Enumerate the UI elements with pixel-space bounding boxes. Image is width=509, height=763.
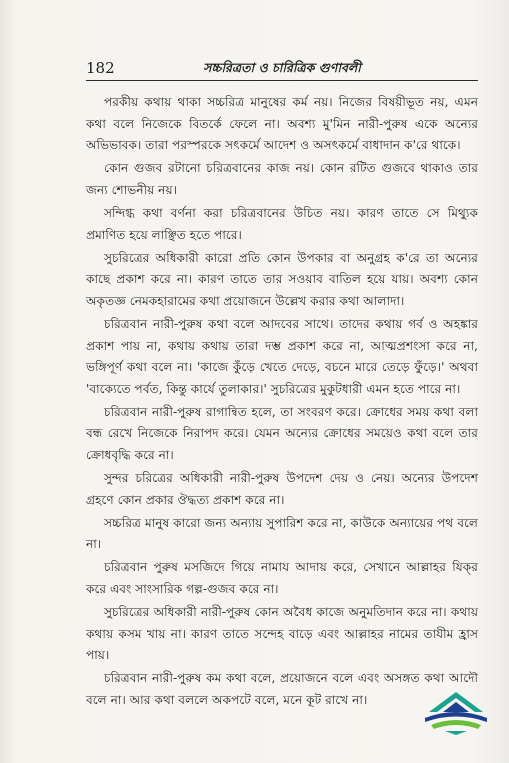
publisher-logo-icon <box>421 690 491 736</box>
page-header <box>86 58 478 81</box>
paragraph: সুচরিত্রের অধিকারী কারো প্রতি কোন উপকার বা অনুগ্রহ ক'রে তা অন্যের কাছে প্রকাশ করে না। কারণ তাতে তার সওয়াব বাতিল হয়ে যায়। অবশ্য কোন অকৃতজ্ঞ নেমকহারামের কথা প্রয়োজনে উল্লেখ করার কথা আলাদা। <box>86 250 478 308</box>
paragraph: চরিত্রবান নারী-পুরুষ কথা বলে আদবের সাথে। তাদের কথায় গর্ব ও অহঙ্কার প্রকাশ পায় না, কথায় কথায় তারা দম্ভ প্রকাশ করে না, আত্মপ্রশংসা করে না, ভঙ্গিপূর্ণ কথা বলে না। 'কাজে কুঁড়ে খেতে দেড়ে, বচনে মারে তেড়ে ফুঁড়ে।' অথবা 'বাক্যেতে পর্বত, কিন্তু কার্যে তুলাকার।' সুচরিত্রের মুকুটধারী এমন হতে পারে না। <box>86 316 478 396</box>
logo-base <box>445 731 467 735</box>
paragraph: পরকীয় কথায় থাকা সচ্চরিত্র মানুষের কর্ম নয়। নিজের বিষয়ীভূত নয়, এমন কথা বলে নিজেকে বিতর্কে ফেলে না। অবশ্য মু'মিন নারী-পুরুষ একে অন্যের অভিভাবক। তারা পরস্পরকে সৎকর্মে আদেশ ও অসৎকর্মে বাধাদান ক'রে থাকে। <box>86 95 478 153</box>
logo-wave-green <box>431 720 481 729</box>
running-title: সচ্চরিত্রতা ও চারিত্রিক গুণাবলী <box>203 60 361 75</box>
paragraph: সুচরিত্রের অধিকারী নারী-পুরুষ কোন অবৈধ কাজে অনুমতিদান করে না। কথায় কথায় কসম খায় না। কারণ তাতে সন্দেহ বাড়ে এবং আল্লাহর নামের তাযীম হ্রাস পায়। <box>86 605 478 663</box>
page-number: 182 <box>86 59 115 77</box>
paragraph: চরিত্রবান পুরুষ মসজিদে গিয়ে নামায আদায় করে, সেখানে আল্লাহর যিক্‌র করে এবং সাংসারিক গল্প-গুজব করে না। <box>86 560 478 597</box>
paragraph: কোন গুজব রটানো চরিত্রবানের কাজ নয়। কোন রটিত গুজবে থাকাও তার জন্য শোভনীয় নয়। <box>86 161 478 197</box>
paragraph: সুন্দর চরিত্রের অধিকারী নারী-পুরুষ উপদেশ দেয় ও নেয়। অন্যের উপদেশ গ্রহণে কোন প্রকার ঔদ্ধত্য প্রকাশ করে না। <box>86 471 478 507</box>
paragraph: সচ্চরিত্র মানুষ কারো জন্য অন্যায় সুপারিশ করে না, কাউকে অন্যায়ের পথ বলে না। <box>86 515 478 552</box>
paragraph: চরিত্রবান নারী-পুরুষ রাগান্বিত হলে, তা সংবরণ করে। ক্রোধের সময় কথা বলা বন্ধ রেখে নিজেকে নিরাপদ করে। যেমন অন্যের ক্রোধের সময়েও কথা বলে তার ক্রোধবৃদ্ধি করে না। <box>86 404 478 462</box>
paragraph: সন্দিগ্ধ কথা বর্ণনা করা চরিত্রবানের উচিত নয়। কারণ তাতে সে মিথ্যুক প্রমাণিত হয়ে লাঞ্ছিত হতে পারে। <box>86 205 478 242</box>
body-text <box>86 92 478 713</box>
paragraph: চরিত্রবান নারী-পুরুষ কম কথা বলে, প্রয়োজনে বলে এবং অসঙ্গত কথা আদৌ বলে না। আর কথা বললে অকপটে বলে, মনে কূট রাখে না। <box>86 671 478 708</box>
